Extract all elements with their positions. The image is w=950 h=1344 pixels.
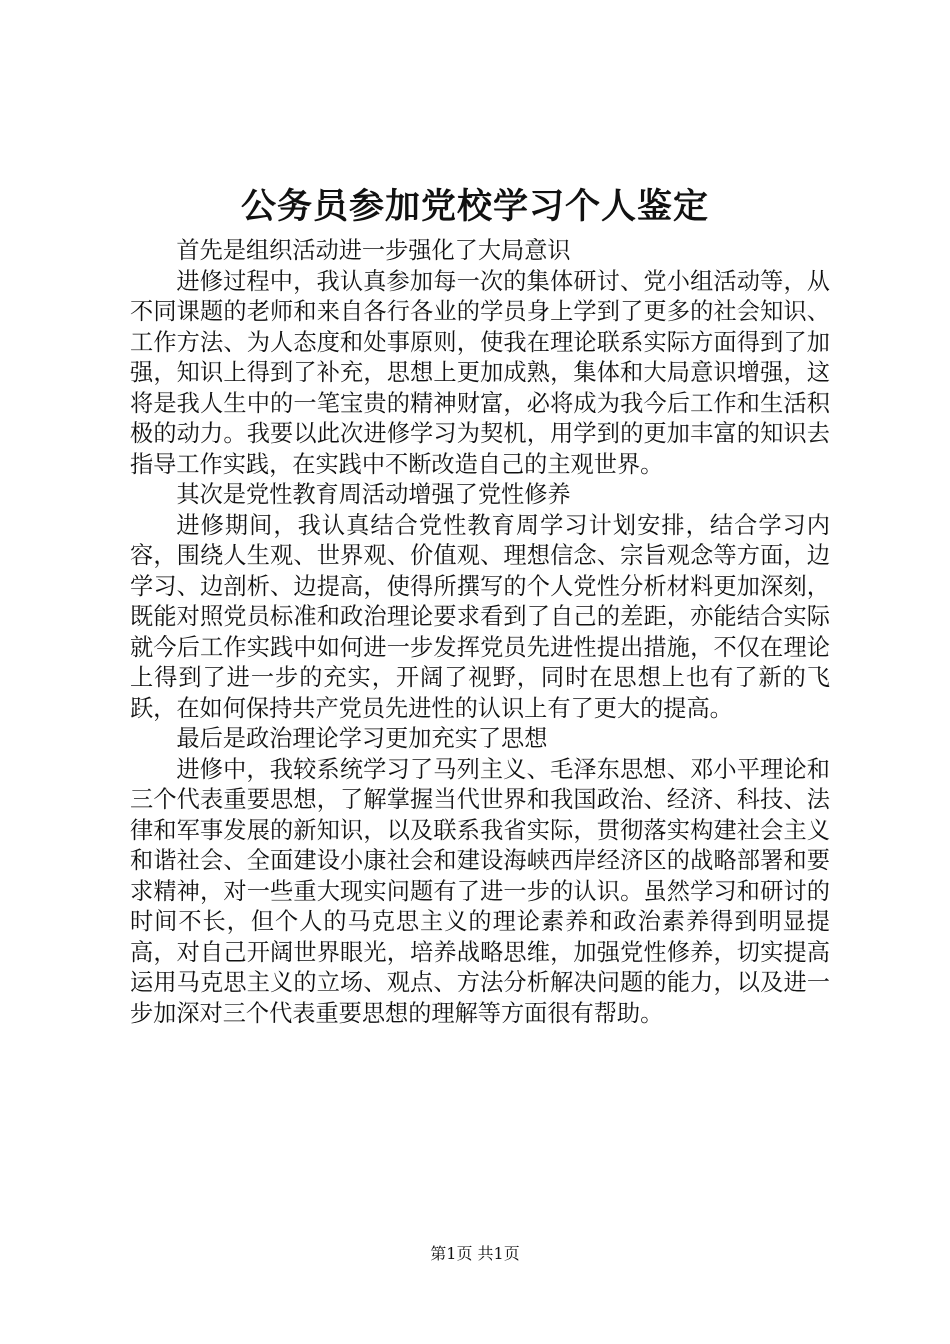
section-heading: 其次是党性教育周活动增强了党性修养 bbox=[176, 481, 571, 508]
section-paragraph: 进修中，我较系统学习了马列主义、毛泽东思想、邓小平理论和三个代表重要思想，了解掌握当代世界和我国政治、经济、科技、法律和军事发展的新知识，以及联系我省实际，贯彻落实构建社会主义和谐社会、全面建设小康社会和建设海峡西岸经济区的战略部署和要求精神，对一些重大现实问题有了进一步的认识。虽然学习和研讨的时间不长，但个人的马克思主义的理论素养和政治素养得到明显提高，对自己开阔世界眼光，培养战略思维，加强党性修养，切实提高运用马克思主义的立场、观点、方法分析解决问题的能力，以及进一步加深对三个代表重要思想的理解等方面很有帮助。 bbox=[130, 755, 830, 1027]
section-heading: 最后是政治理论学习更加充实了思想 bbox=[176, 725, 548, 752]
page-footer: 第1页 共1页 bbox=[430, 1244, 520, 1263]
section-paragraph: 进修期间，我认真结合党性教育周学习计划安排，结合学习内容，围绕人生观、世界观、价值观、理想信念、宗旨观念等方面，边学习、边剖析、边提高，使得所撰写的个人党性分析材料更加深刻，既能对照党员标准和政治理论要求看到了自己的差距，亦能结合实际就今后工作实践中如何进一步发挥党员先进性提出措施，不仅在理论上得到了进一步的充实，开阔了视野，同时在思想上也有了新的飞跃，在如何保持共产党员先进性的认识上有了更大的提高。 bbox=[130, 511, 830, 722]
document-title: 公务员参加党校学习个人鉴定 bbox=[240, 187, 709, 227]
section-heading: 首先是组织活动进一步强化了大局意识 bbox=[176, 237, 571, 264]
section-paragraph: 进修过程中，我认真参加每一次的集体研讨、党小组活动等，从不同课题的老师和来自各行各业的学员身上学到了更多的社会知识、工作方法、为人态度和处事原则，使我在理论联系实际方面得到了加强，知识上得到了补充，思想上更加成熟，集体和大局意识增强，这将是我人生中的一笔宝贵的精神财富，必将成为我今后工作和生活积极的动力。我要以此次进修学习为契机，用学到的更加丰富的知识去指导工作实践，在实践中不断改造自己的主观世界。 bbox=[130, 267, 830, 478]
document-body bbox=[130, 236, 830, 1029]
